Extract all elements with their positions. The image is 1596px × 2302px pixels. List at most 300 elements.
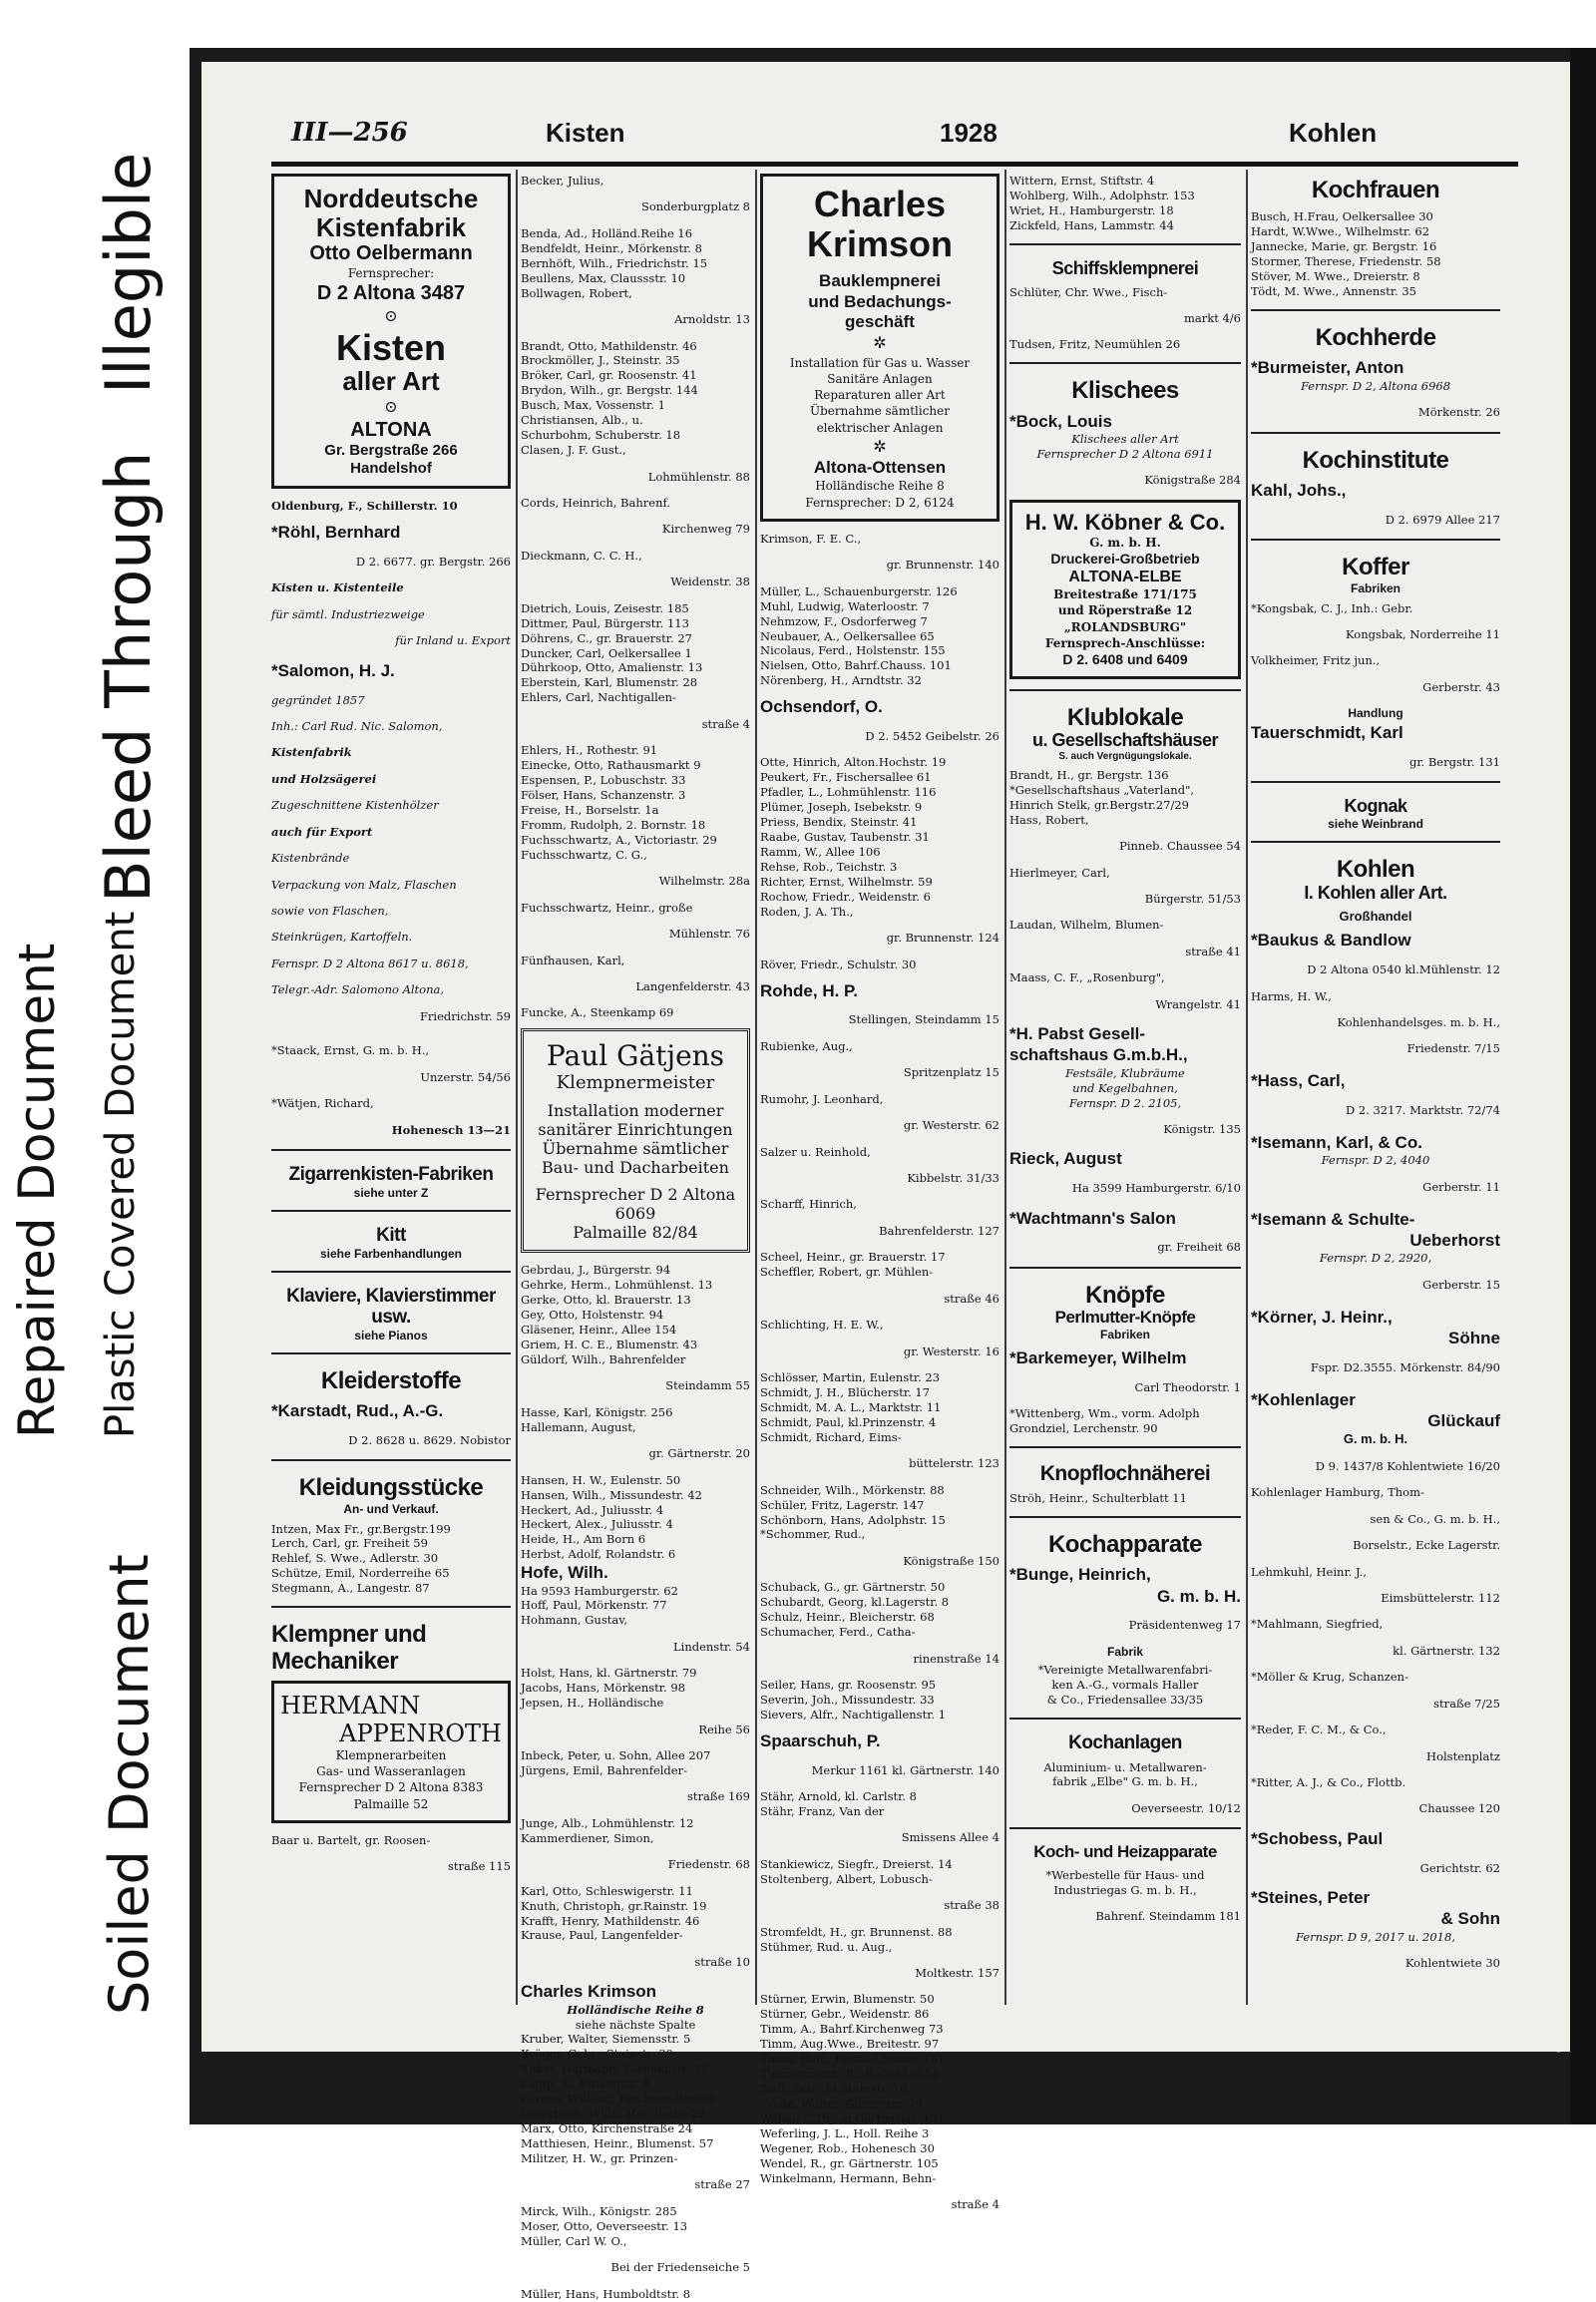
list-item: Ehlers, H., Rothestr. 91 [521, 743, 658, 758]
section-rule [1251, 432, 1500, 434]
section-subtitle: siehe Farbenhandlungen [319, 1246, 463, 1261]
list-item: *Ritter, A. J., & Co., Flottb. [1251, 1775, 1406, 1790]
entry-detail: gr. Gärtnerstr. 20 [648, 1446, 750, 1461]
list-item: Döhrens, C., gr. Brauerstr. 27 [521, 630, 692, 645]
entry-detail: Präsidentenweg 17 [1128, 1618, 1241, 1633]
list-item: Gehrke, Herm., Lohmühlenst. 13 [521, 1278, 713, 1293]
entry-name: *Kohlenlager [1251, 1389, 1356, 1409]
label-plastic-covered-document: Plastic Covered Document [98, 911, 144, 1438]
list-item: Krafft, Henry, Mathildenstr. 46 [521, 1913, 700, 1928]
list-item: Fölser, Hans, Schanzenstr. 3 [521, 788, 686, 802]
entry-detail: Holstenplatz [1426, 1748, 1500, 1763]
entry-detail: Bahrenfelderstr. 127 [879, 1223, 999, 1238]
list-item: Cords, Heinrich, Bahrenf. [521, 495, 670, 510]
list-item: Krause, Paul, Langenfelder- [521, 1928, 683, 1943]
list-item: Hallemann, August, [521, 1419, 636, 1434]
column-4 [1009, 174, 1241, 2009]
list-item: Schmidt, M. A. L., Marktstr. 11 [760, 1399, 942, 1414]
list-item: Hierlmeyer, Carl, [1009, 865, 1110, 880]
section-title: Kochanlagen [1068, 1731, 1182, 1753]
entry-detail: Kisten u. Kistenteile [271, 580, 404, 595]
entry-detail: Lindenstr. 54 [673, 1639, 750, 1654]
list-item: Stormer, Therese, Friedenstr. 58 [1251, 254, 1441, 269]
list-item: *Vereinigte Metallwarenfabri- [1037, 1662, 1213, 1677]
section-koffer [1251, 555, 1500, 594]
section-kleiderstoffe [271, 1368, 511, 1394]
column-2 [521, 174, 750, 2301]
list-item: Harms, H. W., [1251, 988, 1332, 1003]
entry-detail: auch für Export [271, 824, 373, 839]
list-item: *Reder, F. C. M., & Co., [1251, 1723, 1387, 1737]
list-item: Brandt, Otto, Mathildenstr. 46 [521, 338, 697, 353]
ad-company-name: Charles [813, 184, 947, 224]
entry-detail: gr. Westerstr. 16 [903, 1343, 999, 1358]
section-title: Klempner und Mechaniker [271, 1621, 427, 1675]
list-item: Brydon, Wilh., gr. Bergstr. 144 [521, 383, 698, 398]
list-item: Sievers, Alfr., Nachtigallenstr. 1 [760, 1707, 947, 1722]
entry-detail: Königstraße 150 [903, 1553, 999, 1568]
list-item: Intzen, Max Fr., gr.Bergstr.199 [271, 1521, 451, 1536]
entry-name: Spaarschuh, P. [760, 1730, 881, 1750]
entry-detail: Kirchenweg 79 [661, 522, 750, 537]
entry-name: *Schobess, Paul [1251, 1828, 1384, 1848]
entry-list [521, 1584, 750, 1970]
list-item: Scharff, Hinrich, [760, 1197, 857, 1212]
entry-detail: gr. Westerstr. 62 [903, 1118, 999, 1133]
entry-detail: Ha 3599 Hamburgerstr. 6/10 [1071, 1181, 1241, 1196]
ad-place: Handelshof [350, 460, 432, 478]
list-item: Heckert, Alex., Juliusstr. 4 [521, 1517, 673, 1532]
entry-detail: straße 4 [701, 716, 750, 731]
list-item: & Co., Friedensallee 33/35 [1046, 1692, 1204, 1707]
list-item: Muhl, Ludwig, Waterloostr. 7 [760, 598, 930, 613]
list-item: Duncker, Carl, Oelkersallee 1 [521, 645, 692, 660]
section-title: Kochinstitute [1302, 446, 1449, 474]
section-subtitle: siehe Pianos [354, 1328, 428, 1343]
section-subtitle: S. auch Vergnügungslokale. [1058, 750, 1192, 762]
list-item: Winkelmann, Hermann, Behn- [760, 2170, 937, 2185]
list-item: Nielsen, Otto, Bahrf.Chauss. 101 [760, 658, 952, 673]
list-item: Tudsen, Fritz, Neumühlen 26 [1009, 337, 1181, 352]
list-item: Mirck, Wilh., Königstr. 285 [521, 2203, 677, 2218]
entry-list [760, 755, 999, 971]
list-item: Moser, Otto, Oeverseestr. 13 [521, 2218, 688, 2233]
section-subtitle: siehe Weinbrand [1328, 817, 1423, 832]
entry-detail: straße 10 [694, 1954, 750, 1969]
list-item: Gerke, Otto, kl. Brauerstr. 13 [521, 1293, 691, 1308]
list-item: Schmidt, Paul, kl.Prinzenstr. 4 [760, 1414, 937, 1429]
list-item: Müller, L., Schauenburgerstr. 126 [760, 583, 958, 598]
entry-detail: Langenfelderstr. 43 [635, 978, 750, 993]
section-klempner [271, 1622, 511, 1675]
ad-trade: geschäft [845, 311, 915, 331]
list-item: Ehlers, Carl, Nachtigallen- [521, 690, 676, 705]
entry-detail: Hohenesch 13—21 [391, 1122, 511, 1137]
entry-list [1009, 174, 1241, 233]
list-item: Bendfeldt, Heinr., Mörkenstr. 8 [521, 240, 702, 255]
list-item: Jannecke, Marie, gr. Bergstr. 16 [1251, 239, 1437, 254]
entry-detail: Fernspr. D 2, 4040 [1321, 1153, 1430, 1168]
ad-phone: Fernsprecher: D 2, 6124 [805, 495, 955, 510]
entry-detail: Sonderburgplatz 8 [640, 199, 750, 214]
list-item: Wendel, R., gr. Gärtnerstr. 105 [760, 2155, 939, 2170]
entry-detail: straße 4 [951, 2197, 999, 2212]
ad-phone: D 2 Altona 3487 [316, 282, 466, 305]
list-item: Dietrich, Louis, Zeisestr. 185 [521, 600, 689, 615]
entry-list [521, 174, 750, 1020]
ad-trade: und Bedachungs- [808, 291, 952, 311]
list-item: Plümer, Joseph, Isebekstr. 9 [760, 800, 923, 815]
entry-detail: Reihe 56 [698, 1722, 750, 1736]
list-item: Schmidt, Richard, Eims- [760, 1429, 902, 1444]
ad-detail: Übernahme sämtlicher [542, 1139, 729, 1159]
list-item: Grondziel, Lerchenstr. 90 [1009, 1421, 1158, 1436]
ad-company-name: H. W. Köbner & Co. [1024, 509, 1226, 535]
list-item: *Möller & Krug, Schanzen- [1251, 1670, 1408, 1685]
list-item: Neubauer, A., Oelkersallee 65 [760, 628, 935, 643]
list-item: Beullens, Max, Claussstr. 10 [521, 270, 686, 285]
entry-name: Rohde, H. P. [760, 980, 858, 1000]
section-kochherde [1251, 325, 1500, 351]
list-item: Hasse, Karl, Königstr. 256 [521, 1404, 673, 1419]
list-item: Krimson, F. E. C., [760, 531, 862, 546]
ad-street: Gr. Bergstraße 266 [324, 442, 458, 460]
entry-detail: Borselstr., Ecke Lagerstr. [1353, 1538, 1500, 1553]
entry-list [760, 1789, 999, 2212]
ad-detail: G. m. b. H. [1089, 536, 1161, 550]
label-repaired-document: Repaired Document [8, 943, 66, 1438]
ad-detail: Sanitäre Anlagen [827, 371, 933, 386]
section-klublokale [1009, 705, 1241, 762]
entry-detail: und Holzsägerei [271, 771, 377, 786]
list-item: Trede, Walter, Gustavstr. 79 [760, 2097, 923, 2111]
list-item: Hansen, H. W., Eulenstr. 50 [521, 1472, 681, 1487]
list-item: Jürgens, Emil, Bahrenfelder- [521, 1762, 687, 1777]
page-number: III—256 [291, 118, 408, 148]
entry-name: Charles Krimson [521, 1982, 657, 2002]
section-kohlen [1251, 857, 1500, 924]
ad-detail: sanitärer Einrichtungen [538, 1120, 733, 1140]
list-item: Dührkoop, Otto, Amalienstr. 13 [521, 660, 703, 675]
section-title: I. Kohlen aller Art. [1304, 882, 1447, 903]
entry-detail: gr. Brunnenstr. 140 [886, 558, 999, 573]
list-item: Funcke, A., Steenkamp 69 [521, 1005, 674, 1020]
section-rule [271, 1459, 511, 1461]
entry-detail: straße 41 [1185, 944, 1241, 959]
document-condition-labels [0, 0, 170, 2171]
ad-company-name: Norddeutsche [303, 184, 479, 213]
entry-name: *Barkemeyer, Wilhelm [1009, 1347, 1187, 1367]
entry-detail: gr. Freiheit 68 [1157, 1240, 1241, 1255]
list-item: *Wätjen, Richard, [271, 1096, 374, 1111]
entry-detail: gr. Brunnenstr. 124 [886, 931, 999, 946]
ad-city: Altona-Ottensen [813, 458, 947, 478]
asterisk-ornament-icon: ✲ [873, 436, 887, 456]
header-right-keyword: Kohlen [1289, 118, 1378, 148]
list-item: Industriegas G. m. b. H., [1053, 1882, 1197, 1897]
column-3 [760, 174, 999, 2212]
list-item: Scheel, Heinr., gr. Brauerstr. 17 [760, 1250, 946, 1265]
entry-detail: Stellingen, Steindamm 15 [848, 1012, 999, 1027]
list-item: Güldorf, Wilh., Bahrenfelder [521, 1351, 686, 1366]
list-item: Maass, C. F., „Rosenburg", [1009, 970, 1165, 985]
ad-detail: Breitestraße 171/175 [1053, 587, 1197, 602]
scan-edge [1570, 48, 1596, 2124]
list-item: Rumohr, J. Leonhard, [760, 1091, 884, 1106]
section-kitt [271, 1226, 511, 1261]
list-item: fabrik „Elbe" G. m. b. H., [1052, 1774, 1198, 1789]
entry-detail: Zugeschnittene Kistenhölzer [271, 798, 439, 813]
column-1 [271, 174, 511, 2009]
column-divider [1246, 170, 1248, 2005]
ad-detail: Gas- und Wasseranlagen [316, 1764, 466, 1779]
entry-detail: Friedenstr. 68 [667, 1857, 750, 1872]
list-item: Todt, Otto, kl. Rainstr. 16 [760, 2082, 908, 2097]
section-handlung [1251, 706, 1500, 720]
section-subtitle: Fabriken [1350, 580, 1400, 595]
list-item: Busch, H.Frau, Oelkersallee 30 [1251, 209, 1433, 224]
column-5 [1251, 174, 1500, 2009]
section-rule [271, 1210, 511, 1212]
entry-detail: straße 7/25 [1433, 1696, 1500, 1711]
section-kochanlagen [1009, 1733, 1241, 1754]
entry-detail: Fernspr. D 2, Altona 6968 [1300, 378, 1451, 393]
list-item: Müller, Hans, Humboldtstr. 8 [521, 2286, 691, 2301]
entry-detail: Fernspr. D 2. 2105, [1068, 1095, 1182, 1110]
entry-detail: Kistenbrände [271, 851, 350, 866]
entry-detail: für sämtl. Industriezweige [271, 606, 425, 621]
ad-detail: Fernsprech-Anschlüsse: [1044, 635, 1206, 650]
section-subtitle: An- und Verkauf. [343, 1501, 439, 1516]
section-rule [1009, 243, 1241, 245]
entry-detail: D 2. 3217. Marktstr. 72/74 [1345, 1103, 1500, 1118]
list-item: Clasen, J. F. Gust., [521, 443, 626, 458]
ad-detail: Bau- und Dacharbeiten [542, 1158, 729, 1178]
section-rule [1009, 1446, 1241, 1448]
ad-detail: Übernahme sämtlicher [809, 404, 950, 419]
list-item: Roden, J. A. Th., [760, 904, 854, 919]
entry-detail: Gerberstr. 43 [1422, 679, 1500, 694]
column-divider [516, 170, 518, 2005]
entry-detail: Gerberstr. 11 [1422, 1179, 1500, 1194]
ad-detail: elektrischer Anlagen [816, 420, 944, 435]
section-subtitle: Großhandel [1339, 909, 1412, 925]
list-item: Lerch, Carl, gr. Freiheit 59 [271, 1536, 428, 1551]
section-title: Knöpfe [1085, 1281, 1165, 1309]
entry-detail: Kohlentwiete 30 [1404, 1956, 1500, 1971]
list-item: Raabe, Gustav, Taubenstr. 31 [760, 830, 930, 845]
section-title: Kitt [376, 1224, 406, 1246]
list-item: Fuchsschwartz, C. G., [521, 847, 647, 862]
label-soiled-document: Soiled Document [98, 1554, 161, 2015]
header-rule [271, 162, 1518, 167]
list-item: Fuchsschwartz, A., Victoriastr. 29 [521, 832, 717, 847]
entry-detail: Fernspr. D 2 Altona 8617 u. 8618, [271, 956, 469, 970]
list-item: Küker, Hermann, Lerchenstr. 73 [521, 2062, 708, 2077]
entry-list [760, 1039, 999, 1723]
section-rule [1251, 841, 1500, 843]
list-item: Matthiesen, Heinr., Blumenst. 57 [521, 2136, 714, 2150]
list-item: Stoltenberg, Albert, Lobusch- [760, 1871, 933, 1886]
list-item: Schüler, Fritz, Lagerstr. 147 [760, 1497, 925, 1512]
entry-name: Kahl, Johs., [1251, 480, 1347, 500]
entry-detail: Bürgerstr. 51/53 [1144, 892, 1241, 907]
entry-name: & Sohn [1440, 1909, 1500, 1929]
list-item: Brandt, H., gr. Bergstr. 136 [1009, 767, 1169, 782]
list-item: Heide, H., Am Born 6 [521, 1532, 646, 1547]
entry-list [1009, 768, 1241, 1012]
list-item: Severin, Joh., Missundestr. 33 [760, 1692, 935, 1707]
section-rule [1251, 781, 1500, 783]
list-item: Freise, H., Borselstr. 1a [521, 802, 659, 817]
ad-detail: und Röperstraße 12 [1057, 603, 1193, 618]
list-item: Ramm, W., Allee 106 [760, 845, 881, 860]
list-item: Stürner, Erwin, Blumenstr. 50 [760, 1992, 935, 2007]
entry-detail: Fernsprecher D 2 Altona 6911 [1036, 446, 1214, 461]
ad-trade: Bauklempnerei [819, 271, 941, 291]
list-item: Wegener, Rob., Hohenesch 30 [760, 2140, 935, 2155]
list-item: Schneider, Wilh., Mörkenstr. 88 [760, 1482, 945, 1497]
ornament-icon: ⊙ [384, 396, 398, 416]
entry-detail: Friedenstr. 7/15 [1406, 1041, 1500, 1056]
entry-detail: Spritzenplatz 15 [903, 1065, 999, 1080]
entry-detail: für Inland u. Export [395, 633, 511, 648]
entry-detail: büttelerstr. 123 [909, 1456, 999, 1471]
entry-detail: Telegr.-Adr. Salomono Altona, [271, 982, 445, 997]
ad-company-name: Krimson [806, 222, 954, 264]
entry-detail: Kibbelstr. 31/33 [907, 1171, 999, 1186]
section-title: Klublokale [1066, 703, 1184, 731]
entry-detail: Holländische Reihe 8 [567, 2002, 704, 2017]
list-item: Bernhöft, Wilh., Friedrichstr. 15 [521, 255, 708, 270]
entry-detail: Pinneb. Chaussee 54 [1119, 839, 1241, 854]
ad-phone: Fernsprecher D 2 Altona 6069 [535, 1185, 736, 1224]
section-title: Koch- und Heizapparate [1033, 1842, 1217, 1862]
list-item: Einecke, Otto, Rathausmarkt 9 [521, 758, 701, 773]
list-item: Knuth, Christoph, gr.Rainstr. 19 [521, 1898, 707, 1913]
entry-detail: straße 169 [687, 1789, 750, 1804]
list-item: Laudan, Wilhelm, Blumen- [1009, 918, 1164, 933]
section-kochfrauen [1251, 178, 1500, 203]
list-item: Larsen, William, Fischersallee 93 [521, 2092, 715, 2107]
scanned-page [190, 48, 1596, 2301]
section-title: Klischees [1071, 377, 1179, 405]
ad-phone-label: Fernsprecher: [347, 266, 435, 281]
ad-detail: Reparaturen aller Art [814, 388, 946, 403]
list-item: Richter, Ernst, Wilhelmstr. 59 [760, 874, 933, 889]
entry-detail: Bei der Friedenseiche 5 [610, 2260, 750, 2275]
list-item: Schönborn, Hans, Adolphstr. 15 [760, 1512, 946, 1527]
list-item: Gebrdau, J., Bürgerstr. 94 [521, 1263, 671, 1278]
list-item: Schmidt, J. H., Blücherstr. 17 [760, 1384, 931, 1399]
section-title: Schiffsklempnerei [1051, 257, 1199, 278]
section-title: Kognak [1344, 796, 1407, 817]
entry-list [1251, 209, 1500, 299]
entry-name: *Isemann, Karl, & Co. [1251, 1133, 1422, 1153]
entry-detail: Weidenstr. 38 [670, 575, 750, 589]
entry-detail: straße 46 [944, 1291, 999, 1306]
list-item: Krüger, Gebr., Steinstr. 30 [521, 2047, 673, 2062]
entry-detail: Chaussee 120 [1418, 1801, 1500, 1816]
entry-detail: D 2. 6979 Allee 217 [1385, 512, 1500, 527]
list-item: ken A.-G., vormals Haller [1051, 1677, 1199, 1692]
column-divider [755, 170, 757, 2005]
section-kleidungsstuecke [271, 1475, 511, 1515]
ad-charles-krimson [760, 174, 999, 522]
entry-detail: D 2. 8628 u. 8629. Nobistor [348, 1432, 511, 1447]
list-item: Schuback, G., gr. Gärtnerstr. 50 [760, 1580, 946, 1595]
section-title: Klaviere, Klavierstimmer usw. [286, 1285, 496, 1328]
ad-detail: „ROLANDSBURG" [1063, 619, 1187, 634]
entry-detail: Gerberstr. 15 [1422, 1277, 1500, 1292]
list-item: Herbst, Adolf, Rolandstr. 6 [521, 1547, 676, 1562]
section-rule [1009, 1516, 1241, 1518]
list-item: Peukert, Fr., Fischersallee 61 [760, 770, 932, 785]
entry-detail: rinenstraße 14 [913, 1651, 999, 1666]
list-item: Bröker, Carl, gr. Roosenstr. 41 [521, 368, 697, 383]
ad-company-name: Paul Gätjens [546, 1039, 725, 1073]
list-item: Becker, Julius, [521, 174, 604, 188]
entry-detail: sowie von Flaschen, [271, 904, 389, 919]
entry-name: G. m. b. H. [1156, 1586, 1241, 1606]
list-item: Weber, L.Th., kl.Gärtnerstr. 131 [760, 2110, 945, 2125]
list-item: Hoff, Paul, Mörkenstr. 77 [521, 1598, 667, 1613]
list-item: Schlichting, H. E. W., [760, 1318, 884, 1333]
ad-detail: Palmaille 52 [353, 1796, 429, 1811]
list-item: Inbeck, Peter, u. Sohn, Allee 207 [521, 1748, 711, 1762]
entry-name: Ochsendorf, O. [760, 697, 883, 717]
ad-detail: Installation für Gas u. Wasser [789, 355, 971, 370]
section-schiffsklempnerei [1009, 259, 1241, 279]
entry-list [521, 2032, 750, 2301]
ad-detail: Installation moderner [547, 1101, 724, 1121]
entry-detail: Carl Theodorstr. 1 [1134, 1379, 1241, 1394]
section-rule [1251, 309, 1500, 311]
list-item: Jacobs, Hans, Mörkenstr. 98 [521, 1681, 685, 1696]
entry-detail: kl. Gärtnerstr. 132 [1393, 1643, 1500, 1658]
entry-detail: Eimsbüttelerstr. 112 [1381, 1590, 1500, 1605]
entry-name: *Karstadt, Rud., A.-G. [271, 1400, 444, 1420]
entry-detail: und Kegelbahnen, [1072, 1080, 1178, 1095]
list-item: Militzer, H. W., gr. Prinzen- [521, 2150, 678, 2165]
entry-name: Glückauf [1427, 1410, 1500, 1430]
entry-detail: straße 38 [944, 1898, 999, 1913]
section-knopflochnaeherei [1009, 1462, 1241, 1485]
list-item: Schurbohm, Schuberstr. 18 [521, 428, 681, 443]
entry-name: *Bock, Louis [1009, 411, 1112, 431]
entry-detail: Verpackung von Malz, Flaschen [271, 877, 457, 892]
entry-detail: Oeverseestr. 10/12 [1131, 1800, 1241, 1815]
label-bleed-through: Bleed Through [92, 451, 165, 903]
entry-name: *Steines, Peter [1251, 1888, 1371, 1908]
list-item: Nehmzow, F., Osdorferweg 7 [760, 613, 928, 628]
list-item: *Kongsbak, C. J., Inh.: Gebr. [1251, 600, 1413, 615]
list-item: Rochow, Friedr., Weidenstr. 6 [760, 889, 931, 904]
section-rule [271, 1149, 511, 1151]
list-item: Rehlef, S. Wwe., Adlerstr. 30 [271, 1551, 439, 1566]
list-item: Benda, Ad., Holländ.Reihe 16 [521, 225, 693, 240]
section-rule [1251, 539, 1500, 541]
list-item: Timm, A., Bahrf.Kirchenweg 73 [760, 2022, 944, 2037]
entry-name: Söhne [1448, 1328, 1500, 1347]
list-item: Nörenberg, H., Arndtstr. 32 [760, 673, 922, 688]
ad-company-name: HERMANN [280, 1691, 421, 1720]
entry-name: Rieck, August [1009, 1149, 1122, 1169]
entry-detail: straße 27 [694, 2177, 750, 2192]
ad-owner: Otto Oelbermann [309, 242, 473, 265]
entry-detail: Festsäle, Klubräume [1065, 1065, 1185, 1080]
ad-product-sub: aller Art [342, 366, 440, 397]
